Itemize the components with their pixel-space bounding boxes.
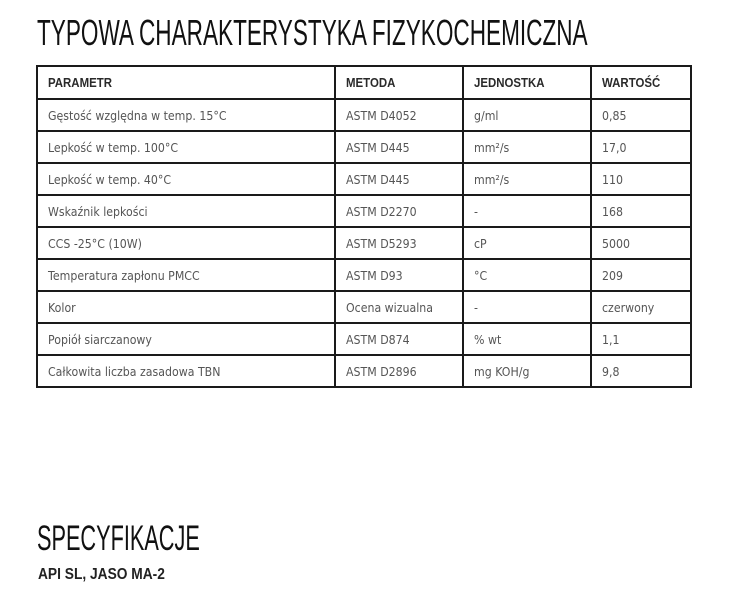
cell-text: Temperatura zapłonu PMCC [48,267,200,283]
header-label: METODA [346,75,396,90]
page-title: TYPOWA CHARAKTERYSTYKA FIZYKOCHEMICZNA [37,12,588,53]
table-row [37,227,691,259]
cell-method [335,163,463,195]
specifications-value: API SL, JASO MA-2 [38,566,165,583]
cell-text: ASTM D445 [346,171,410,187]
cell-value [591,355,691,387]
cell-text: 0,85 [602,107,627,123]
header-label: PARAMETR [48,75,112,90]
cell-method [335,99,463,131]
cell-method [335,355,463,387]
cell-text: Gęstość względna w temp. 15°C [48,107,227,123]
cell-text: ASTM D5293 [346,235,417,251]
cell-text: - [474,203,478,219]
cell-parameter [37,259,335,291]
cell-text: 209 [602,267,623,283]
cell-text: mm²/s [474,139,510,155]
cell-method [335,195,463,227]
cell-text: Lepkość w temp. 100°C [48,139,179,155]
cell-text: 17,0 [602,139,627,155]
cell-text: Kolor [48,299,76,315]
cell-parameter [37,355,335,387]
cell-unit [463,291,591,323]
header-jednostka [463,66,591,99]
cell-text: ASTM D2270 [346,203,417,219]
cell-parameter [37,323,335,355]
cell-value [591,227,691,259]
cell-value [591,323,691,355]
cell-text: Ocena wizualna [346,299,433,315]
cell-text: °C [474,267,488,283]
properties-table [36,65,692,388]
cell-text: % wt [474,331,502,347]
cell-text: g/ml [474,107,499,123]
cell-text: ASTM D93 [346,267,403,283]
table-row [37,259,691,291]
table-header-row [37,66,691,99]
specifications-heading: SPECYFIKACJE [37,519,200,558]
cell-text: czerwony [602,299,655,315]
cell-unit [463,323,591,355]
cell-text: 110 [602,171,623,187]
cell-text: mm²/s [474,171,510,187]
cell-text: 9,8 [602,363,620,379]
cell-parameter [37,195,335,227]
cell-value [591,259,691,291]
cell-text: mg KOH/g [474,363,530,379]
cell-text: CCS -25°C (10W) [48,235,142,251]
cell-value [591,131,691,163]
cell-unit [463,227,591,259]
cell-parameter [37,99,335,131]
cell-text: ASTM D445 [346,139,410,155]
table-row [37,355,691,387]
cell-method [335,131,463,163]
cell-value [591,291,691,323]
cell-value [591,163,691,195]
cell-unit [463,195,591,227]
table-row [37,131,691,163]
cell-value [591,99,691,131]
table-row [37,195,691,227]
table-row [37,291,691,323]
header-label: WARTOŚĆ [602,75,661,90]
cell-unit [463,355,591,387]
cell-unit [463,163,591,195]
cell-text: ASTM D874 [346,331,410,347]
header-label: JEDNOSTKA [474,75,545,90]
table-row [37,163,691,195]
cell-parameter [37,163,335,195]
cell-method [335,227,463,259]
cell-text: ASTM D2896 [346,363,417,379]
cell-unit [463,99,591,131]
cell-text: - [474,299,478,315]
header-parametr [37,66,335,99]
cell-text: 168 [602,203,623,219]
cell-text: 5000 [602,235,630,251]
cell-method [335,323,463,355]
cell-parameter [37,291,335,323]
cell-parameter [37,227,335,259]
cell-parameter [37,131,335,163]
table-row [37,323,691,355]
cell-text: Popiół siarczanowy [48,331,152,347]
cell-text: Całkowita liczba zasadowa TBN [48,363,221,379]
header-wartosc [591,66,691,99]
cell-text: Lepkość w temp. 40°C [48,171,172,187]
cell-text: ASTM D4052 [346,107,417,123]
cell-method [335,259,463,291]
header-metoda [335,66,463,99]
cell-method [335,291,463,323]
cell-value [591,195,691,227]
cell-text: cP [474,235,487,251]
cell-text: 1,1 [602,331,620,347]
cell-unit [463,131,591,163]
table-row [37,99,691,131]
cell-unit [463,259,591,291]
cell-text: Wskaźnik lepkości [48,203,148,219]
